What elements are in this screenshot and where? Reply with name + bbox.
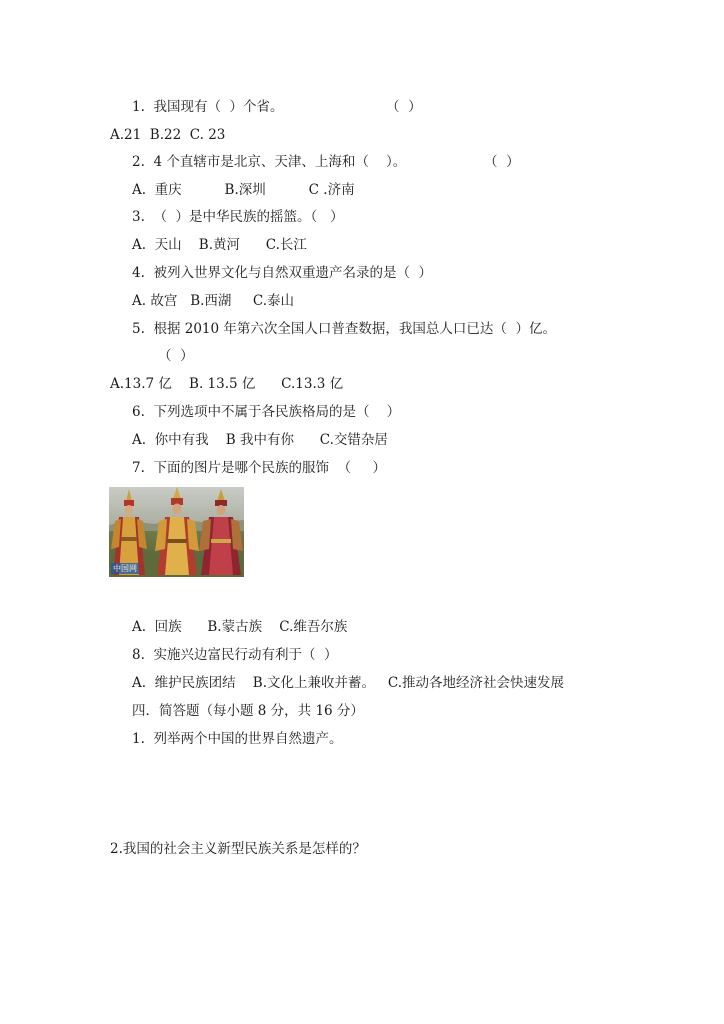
short-answer-question-1: 1. 列举两个中国的世界自然遗产。 [132, 731, 343, 747]
question-7-stem: 7. 下面的图片是哪个民族的服饰 （ ） [132, 460, 387, 476]
question-5-options: A.13.7 亿 B. 13.5 亿 C.13.3 亿 [110, 376, 344, 392]
question-3-options: A. 天山 B.黄河 C.长江 [132, 237, 307, 253]
question-6-options: A. 你中有我 B 我中有你 C.交错杂居 [132, 432, 388, 448]
question-4-stem: 4. 被列入世界文化与自然双重遗产名录的是（ ） [132, 265, 433, 281]
question-8-options: A. 维护民族团结 B.文化上兼收并蓄。 C.推动各地经济社会快速发展 [132, 675, 565, 691]
question-7-options: A. 回族 B.蒙古族 C.维吾尔族 [132, 619, 348, 635]
question-1-stem: 1. 我国现有（ ）个省。 [132, 99, 284, 115]
question-1-answer-paren: （ ） [386, 99, 422, 115]
question-8-stem: 8. 实施兴边富民行动有利于（ ） [132, 647, 338, 663]
mongolian-costume-photo [109, 487, 244, 577]
question-2-stem: 2. 4 个直辖市是北京、天津、上海和（ ）。 [132, 154, 407, 170]
section-4-heading: 四．简答题（每小题 8 分，共 16 分） [132, 703, 364, 719]
question-5-stem-continuation: （ ） [158, 348, 194, 364]
question-1-options: A.21 B.22 C. 23 [110, 127, 226, 143]
question-2-answer-paren: （ ） [484, 154, 520, 170]
question-5-stem: 5. 根据 2010 年第六次全国人口普查数据，我国总人口已达（ ）亿。 [132, 321, 556, 337]
question-2-options: A. 重庆 B.深圳 C .济南 [132, 182, 355, 198]
photo-watermark: 中国网 [113, 564, 137, 573]
question-3-stem: 3. （ ）是中华民族的摇篮。（ ） [132, 209, 344, 225]
short-answer-question-2: 2.我国的社会主义新型民族关系是怎样的？ [110, 841, 366, 857]
question-4-options: A. 故宫 B.西湖 C.泰山 [132, 293, 295, 309]
question-6-stem: 6. 下列选项中不属于各民族格局的是（ ） [132, 404, 401, 420]
